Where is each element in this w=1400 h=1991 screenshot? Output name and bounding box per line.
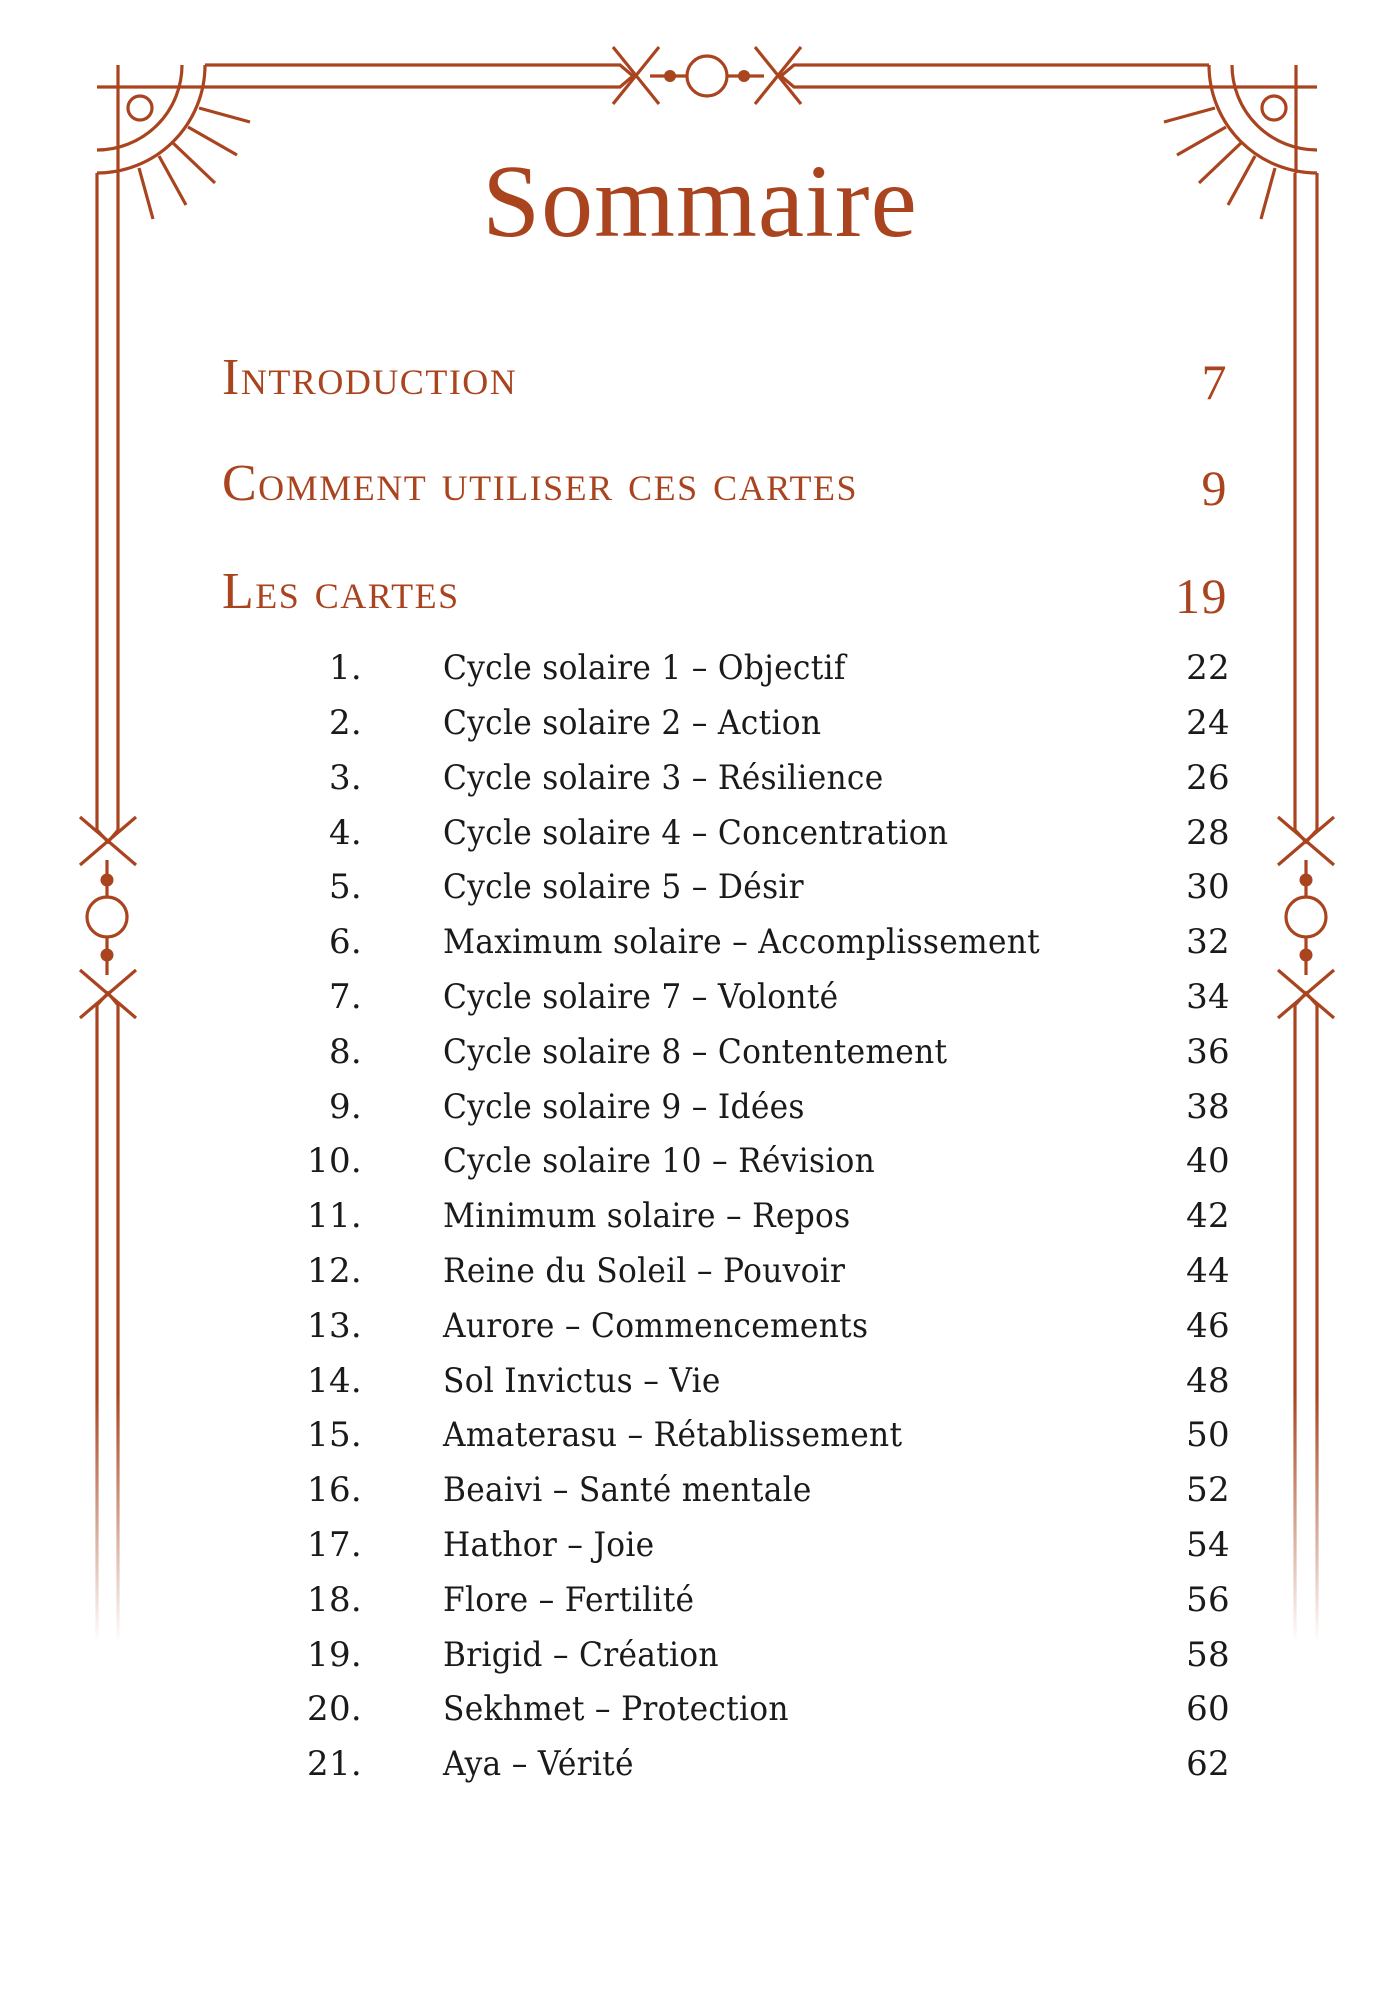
toc-entry[interactable] [0, 862, 1400, 912]
toc-entry[interactable] [0, 1027, 1400, 1077]
entry-page-number: 24 [1186, 703, 1230, 743]
toc-entry[interactable] [0, 1191, 1400, 1241]
toc-entry[interactable] [0, 643, 1400, 693]
entry-number: 16. [307, 1470, 362, 1510]
entry-number: 2. [328, 703, 362, 743]
entry-title: Sol Invictus – Vie [443, 1361, 721, 1401]
entry-title: Aya – Vérité [443, 1744, 634, 1784]
toc-entry[interactable] [0, 808, 1400, 858]
entry-number: 18. [307, 1580, 362, 1620]
entry-title: Cycle solaire 3 – Résilience [443, 758, 884, 798]
entry-page-number: 42 [1186, 1196, 1230, 1236]
toc-section-introduction[interactable] [222, 348, 1228, 408]
entry-page-number: 32 [1186, 922, 1230, 962]
entry-number: 8. [328, 1032, 362, 1072]
entry-page-number: 38 [1186, 1087, 1230, 1127]
entry-number: 20. [307, 1689, 362, 1729]
entry-title: Sekhmet – Protection [443, 1689, 789, 1729]
section-page-number: 19 [1175, 568, 1228, 624]
entry-number: 11. [307, 1196, 362, 1236]
entry-title: Cycle solaire 7 – Volonté [443, 977, 839, 1017]
toc-entry[interactable] [0, 698, 1400, 748]
entry-page-number: 46 [1186, 1306, 1230, 1346]
entry-title: Cycle solaire 10 – Révision [443, 1141, 876, 1181]
section-label: Les cartes [222, 563, 460, 620]
entry-title: Cycle solaire 2 – Action [443, 703, 822, 743]
toc-entry[interactable] [0, 1136, 1400, 1186]
toc-entry[interactable] [0, 1465, 1400, 1515]
entry-number: 5. [328, 867, 362, 907]
toc-section-comment-utiliser[interactable] [222, 454, 1228, 514]
entry-number: 12. [307, 1251, 362, 1291]
entry-page-number: 26 [1186, 758, 1230, 798]
entry-page-number: 62 [1186, 1744, 1230, 1784]
entry-number: 6. [328, 922, 362, 962]
entry-title: Cycle solaire 1 – Objectif [443, 648, 846, 688]
entry-title: Aurore – Commencements [443, 1306, 869, 1346]
entry-title: Reine du Soleil – Pouvoir [443, 1251, 846, 1291]
entry-page-number: 52 [1186, 1470, 1230, 1510]
entry-page-number: 36 [1186, 1032, 1230, 1072]
entry-page-number: 44 [1186, 1251, 1230, 1291]
toc-entry[interactable] [0, 753, 1400, 803]
toc-entry[interactable] [0, 972, 1400, 1022]
entry-number: 14. [307, 1361, 362, 1401]
toc-entry[interactable] [0, 1520, 1400, 1570]
entry-page-number: 30 [1186, 867, 1230, 907]
entry-page-number: 58 [1186, 1635, 1230, 1675]
toc-entry[interactable] [0, 1246, 1400, 1296]
entry-page-number: 56 [1186, 1580, 1230, 1620]
entry-page-number: 34 [1186, 977, 1230, 1017]
entry-title: Flore – Fertilité [443, 1580, 695, 1620]
toc-entry[interactable] [0, 1684, 1400, 1734]
entry-number: 21. [307, 1744, 362, 1784]
entry-page-number: 40 [1186, 1141, 1230, 1181]
entry-number: 17. [307, 1525, 362, 1565]
entry-page-number: 60 [1186, 1689, 1230, 1729]
entry-title: Minimum solaire – Repos [443, 1196, 851, 1236]
entry-page-number: 48 [1186, 1361, 1230, 1401]
entry-page-number: 22 [1186, 648, 1230, 688]
toc-entry[interactable] [0, 1356, 1400, 1406]
entry-title: Brigid – Création [443, 1635, 719, 1675]
entry-number: 13. [307, 1306, 362, 1346]
section-page-number: 7 [1201, 354, 1228, 410]
entry-title: Cycle solaire 8 – Contentement [443, 1032, 948, 1072]
entry-number: 15. [307, 1415, 362, 1455]
entry-number: 3. [328, 758, 362, 798]
entry-title: Beaivi – Santé mentale [443, 1470, 812, 1510]
toc-section-les-cartes[interactable] [222, 562, 1228, 622]
entry-number: 7. [328, 977, 362, 1017]
section-label: Introduction [222, 349, 518, 406]
section-label: Comment utiliser ces cartes [222, 455, 859, 512]
top-border [205, 47, 1209, 104]
entry-title: Cycle solaire 5 – Désir [443, 867, 804, 907]
entry-title: Maximum solaire – Accomplissement [443, 922, 1041, 962]
entry-number: 1. [328, 648, 362, 688]
entry-number: 4. [328, 813, 362, 853]
entry-title: Cycle solaire 9 – Idées [443, 1087, 805, 1127]
toc-entry[interactable] [0, 1301, 1400, 1351]
entry-number: 19. [307, 1635, 362, 1675]
toc-entry[interactable] [0, 1630, 1400, 1680]
toc-entry[interactable] [0, 1739, 1400, 1789]
entry-title: Hathor – Joie [443, 1525, 655, 1565]
page-title: Sommaire [482, 144, 918, 259]
toc-entry[interactable] [0, 917, 1400, 967]
entry-title: Amaterasu – Rétablissement [443, 1415, 903, 1455]
entry-title: Cycle solaire 4 – Concentration [443, 813, 949, 853]
toc-entry[interactable] [0, 1082, 1400, 1132]
toc-entry[interactable] [0, 1575, 1400, 1625]
entry-page-number: 28 [1186, 813, 1230, 853]
entry-page-number: 54 [1186, 1525, 1230, 1565]
section-page-number: 9 [1201, 460, 1228, 516]
entry-number: 10. [307, 1141, 362, 1181]
entry-page-number: 50 [1186, 1415, 1230, 1455]
toc-entry[interactable] [0, 1410, 1400, 1460]
entry-number: 9. [328, 1087, 362, 1127]
